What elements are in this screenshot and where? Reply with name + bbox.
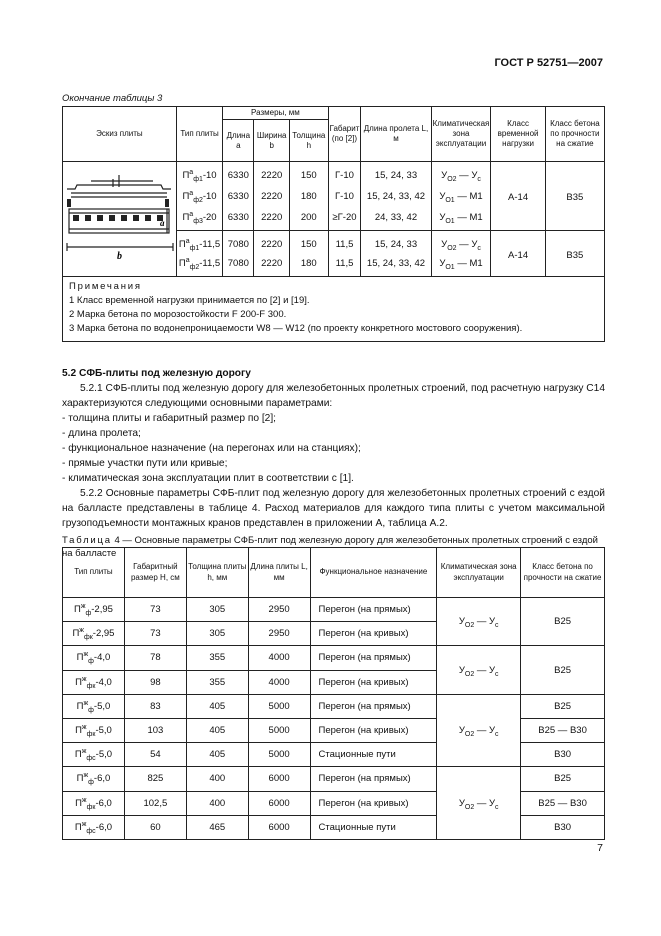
type-cell <box>63 598 125 622</box>
cell-gab: 825 <box>124 767 186 791</box>
cell-thickness: 465 <box>186 815 248 839</box>
load-cell: А-14 <box>491 231 545 277</box>
col-thickness: Толщина h <box>289 120 328 162</box>
type-suffix: -6,0 <box>95 821 113 833</box>
cell-length: 5000 <box>248 718 310 742</box>
type-suffix: -2,95 <box>91 604 113 616</box>
climate-dash: — <box>454 212 470 224</box>
type-sup: а <box>185 237 190 245</box>
type-sub: ф <box>88 779 94 787</box>
type-suffix: -11,5 <box>199 238 221 250</box>
climate-letter: У <box>489 664 496 676</box>
col-width: Ширина b <box>254 120 290 162</box>
cell-gab: ≥Г-20 <box>328 208 361 231</box>
climate-dash: — <box>454 258 470 270</box>
type-cell <box>176 185 222 208</box>
cell-purpose: Перегон (на прямых) <box>310 767 437 791</box>
paragraph-5-2-1: 5.2.1 СФБ-плиты под железную дорогу для железобетонных пролетных строений, под расчетную нагрузку С14 характеризуются следующими основными параметрами: <box>62 383 605 409</box>
cell-gab: 11,5 <box>328 231 361 254</box>
concrete-cell: В25 <box>521 598 605 646</box>
cell-length: 2950 <box>248 622 310 646</box>
climate-sub: О2 <box>464 622 475 630</box>
cell-length: 6000 <box>248 791 310 815</box>
cell-length: 4000 <box>248 670 310 694</box>
section-5-2 <box>62 366 605 560</box>
type-sup: ж <box>80 602 86 610</box>
climate-sub: О2 <box>464 730 475 738</box>
climate-sub: с <box>495 803 499 811</box>
cell-purpose: Стационные пути <box>310 815 437 839</box>
type-sub: ф <box>88 706 94 714</box>
col-sketch: Эскиз плиты <box>63 107 177 162</box>
cell-length: 2950 <box>248 598 310 622</box>
col-gab: Габаритный размер H, см <box>124 548 186 598</box>
document-code: ГОСТ Р 52751—2007 <box>494 57 603 69</box>
type-letter: П <box>75 797 82 809</box>
type-suffix: -10 <box>202 190 217 202</box>
type-sup: ж <box>81 723 87 731</box>
type-sub: фк <box>83 634 93 642</box>
type-letter: П <box>72 628 80 640</box>
col-concrete: Класс бетона по прочности на сжатие <box>521 548 605 598</box>
section-title: 5.2 СФБ-плиты под железную дорогу <box>62 368 251 379</box>
type-sup: ж <box>83 772 89 780</box>
col-thickness: Толщина плиты h, мм <box>186 548 248 598</box>
climate-cell <box>437 694 521 767</box>
type-cell <box>63 767 125 791</box>
cell-h: 180 <box>289 185 328 208</box>
cell-b: 2220 <box>254 162 290 185</box>
page-number: 7 <box>597 842 603 854</box>
table-row <box>63 743 605 767</box>
col-concrete: Класс бетона по прочности на сжатие <box>545 107 604 162</box>
cell-length: 5000 <box>248 694 310 718</box>
type-cell <box>63 815 125 839</box>
sketch-label-b: b <box>117 250 123 262</box>
caption-text: 4 — Основные параметры СФБ-плит под железную дорогу для железобетонных пролетных строений с ездой на балласте <box>62 535 598 559</box>
paragraph-5-2-2: 5.2.2 Основные параметры СФБ-плит под железную дорогу для железобетонных пролетных строений с ездой на балласте представлены в таблице 4. Расход материалов для каждого типа плиты с учетом максимальной грузоподъемности монтажных кранов представлен в приложении А, таблица А.2. <box>62 488 605 529</box>
table-row <box>63 718 605 742</box>
caption-lead: Таблица <box>62 535 112 546</box>
cell-gab: 102,5 <box>124 791 186 815</box>
sketch-cell <box>63 162 177 277</box>
type-letter: П <box>74 749 82 761</box>
cell-a: 6330 <box>223 162 254 185</box>
concrete-cell: В30 <box>521 815 605 839</box>
cell-thickness: 305 <box>186 622 248 646</box>
cell-span: 24, 33, 42 <box>361 208 431 231</box>
cell-gab: 98 <box>124 670 186 694</box>
climate-dash: — <box>474 664 489 676</box>
type-sup: ж <box>79 627 84 635</box>
cell-length: 5000 <box>248 743 310 767</box>
climate-cell <box>431 231 491 254</box>
climate-letter: У <box>458 616 465 628</box>
table-4 <box>62 547 605 840</box>
type-sup: ж <box>81 675 87 683</box>
type-sup: а <box>189 189 194 197</box>
cell-thickness: 405 <box>186 743 248 767</box>
cell-thickness: 405 <box>186 694 248 718</box>
climate-cell <box>437 646 521 694</box>
cell-gab: Г-10 <box>328 162 361 185</box>
concrete-cell: В25 <box>521 646 605 694</box>
climate-letter: М1 <box>469 190 483 202</box>
climate-cell <box>431 254 491 277</box>
cell-thickness: 355 <box>186 670 248 694</box>
cell-a: 6330 <box>223 208 254 231</box>
cell-h: 150 <box>289 231 328 254</box>
cell-gab: 103 <box>124 718 186 742</box>
climate-sub: О2 <box>447 244 457 252</box>
cell-thickness: 405 <box>186 718 248 742</box>
cell-purpose: Перегон (на кривых) <box>310 718 437 742</box>
cell-thickness: 305 <box>186 598 248 622</box>
type-cell <box>63 743 125 767</box>
cell-purpose: Перегон (на кривых) <box>310 622 437 646</box>
col-load: Класс временной нагрузки <box>491 107 545 162</box>
cell-span: 15, 24, 33, 42 <box>361 185 431 208</box>
concrete-cell: В25 — В30 <box>521 791 605 815</box>
cell-b: 2220 <box>254 208 290 231</box>
type-sub: ф3 <box>193 218 203 226</box>
type-sub: ф <box>85 609 92 617</box>
cell-gab: 83 <box>124 694 186 718</box>
type-letter: П <box>76 773 84 785</box>
concrete-cell: В25 — В30 <box>521 718 605 742</box>
climate-dash: — <box>456 238 472 250</box>
type-cell <box>176 254 222 277</box>
climate-cell <box>431 185 491 208</box>
climate-sub: О2 <box>464 803 475 811</box>
cell-h: 180 <box>289 254 328 277</box>
note-item: 3 Марка бетона по водонепроницаемости W8 — W12 (по проекту конкретного мостового сооружения). <box>69 322 523 334</box>
type-sup: а <box>185 256 190 264</box>
type-suffix: -2,95 <box>92 628 115 640</box>
note-item: 2 Марка бетона по морозостойкости F 200-F 300. <box>69 308 287 320</box>
col-type: Тип плиты <box>176 107 222 162</box>
type-cell <box>63 622 125 646</box>
type-letter: П <box>73 604 81 616</box>
cell-gab: 54 <box>124 743 186 767</box>
type-suffix: -4,0 <box>93 652 111 664</box>
type-letter: П <box>182 212 190 224</box>
type-suffix: -5,0 <box>93 700 111 712</box>
type-sub: ф1 <box>193 175 203 183</box>
concrete-cell: В25 <box>521 767 605 791</box>
type-cell <box>63 646 125 670</box>
cell-purpose: Перегон (на прямых) <box>310 646 437 670</box>
climate-letter: У <box>458 664 465 676</box>
type-sub: ф1 <box>189 244 200 252</box>
climate-sub: с <box>495 622 499 630</box>
climate-sub: О1 <box>445 264 455 272</box>
cell-gab: 78 <box>124 646 186 670</box>
cell-a: 7080 <box>223 254 254 277</box>
load-cell: А-14 <box>491 162 545 231</box>
col-dims: Размеры, мм <box>223 107 328 120</box>
table-3 <box>62 106 605 342</box>
type-suffix: -10 <box>202 169 217 181</box>
notes-title: Примечания <box>69 281 142 293</box>
type-sup: ж <box>81 820 87 828</box>
type-cell <box>63 791 125 815</box>
cell-b: 2220 <box>254 254 290 277</box>
type-sup: а <box>189 168 194 176</box>
type-sub: ф2 <box>193 196 203 204</box>
climate-letter: М1 <box>469 212 483 224</box>
cell-h: 150 <box>289 162 328 185</box>
col-climate: Климатическая зона эксплуатации <box>437 548 521 598</box>
type-letter: П <box>182 190 190 202</box>
type-sub: ф <box>88 658 94 666</box>
type-letter: П <box>76 652 84 664</box>
climate-letter: У <box>489 616 496 628</box>
climate-dash: — <box>474 616 489 628</box>
list-item: - функциональное назначение (на перегонах или на станциях); <box>62 443 361 454</box>
type-sub: фк <box>86 682 96 690</box>
climate-letter: У <box>458 797 465 809</box>
type-sup: ж <box>83 699 89 707</box>
cell-gab: 11,5 <box>328 254 361 277</box>
climate-dash: — <box>474 725 489 737</box>
concrete-cell: В35 <box>545 162 604 231</box>
type-sub: фс <box>86 827 96 835</box>
col-length: Длина плиты L, мм <box>248 548 310 598</box>
concrete-cell: В25 <box>521 694 605 718</box>
type-sub: ф2 <box>189 264 200 272</box>
note-item: 1 Класс временной нагрузки принимается по [2] и [19]. <box>69 295 310 307</box>
cell-span: 15, 24, 33, 42 <box>361 254 431 277</box>
type-cell <box>63 694 125 718</box>
concrete-cell: В30 <box>521 743 605 767</box>
cell-purpose: Перегон (на прямых) <box>310 598 437 622</box>
cell-span: 15, 24, 33 <box>361 231 431 254</box>
type-suffix: -6,0 <box>93 773 111 785</box>
type-suffix: -5,0 <box>95 749 113 761</box>
cell-h: 200 <box>289 208 328 231</box>
climate-dash: — <box>454 190 470 202</box>
cell-thickness: 355 <box>186 646 248 670</box>
concrete-cell: В35 <box>545 231 604 277</box>
cell-gab: Г-10 <box>328 185 361 208</box>
climate-sub: с <box>495 730 499 738</box>
climate-sub: О1 <box>445 218 455 226</box>
type-sup: ж <box>81 796 87 804</box>
col-length: Длина a <box>223 120 254 162</box>
cell-thickness: 400 <box>186 767 248 791</box>
table3-caption: Окончание таблицы 3 <box>62 93 163 104</box>
type-letter: П <box>178 258 186 270</box>
climate-letter: У <box>441 238 448 250</box>
climate-cell <box>431 162 491 185</box>
type-cell <box>176 231 222 254</box>
col-gab: Габарит (по [2]) <box>328 107 361 162</box>
climate-letter: У <box>458 725 465 737</box>
slab-sketch-icon <box>63 169 175 267</box>
type-sub: фк <box>86 730 96 738</box>
type-suffix: -11,5 <box>199 258 221 270</box>
type-sup: а <box>189 210 194 218</box>
climate-letter: У <box>471 238 478 250</box>
table3-notes <box>63 277 605 342</box>
list-item: - климатическая зона эксплуатации плит в соответствии с [1]. <box>62 473 354 484</box>
cell-length: 4000 <box>248 646 310 670</box>
type-letter: П <box>178 238 186 250</box>
climate-dash: — <box>456 169 472 181</box>
cell-purpose: Перегон (на кривых) <box>310 670 437 694</box>
table-row <box>63 646 605 670</box>
cell-gab: 73 <box>124 598 186 622</box>
table-row <box>63 162 605 185</box>
type-cell <box>63 670 125 694</box>
type-letter: П <box>75 725 82 737</box>
type-letter: П <box>76 700 84 712</box>
table-row <box>63 815 605 839</box>
col-type: Тип плиты <box>63 548 125 598</box>
climate-letter: М1 <box>469 258 483 270</box>
col-climate: Климатическая зона эксплуатации <box>431 107 491 162</box>
list-item: - толщина плиты и габаритный размер по [2]; <box>62 413 276 424</box>
cell-b: 2220 <box>254 185 290 208</box>
type-suffix: -4,0 <box>95 676 112 688</box>
col-purpose: Функциональное назначение <box>310 548 437 598</box>
type-sub: фк <box>86 803 96 811</box>
list-item: - прямые участки пути или кривые; <box>62 458 228 469</box>
climate-sub: с <box>477 244 481 252</box>
type-cell <box>176 162 222 185</box>
cell-span: 15, 24, 33 <box>361 162 431 185</box>
climate-letter: У <box>441 169 448 181</box>
cell-purpose: Перегон (на кривых) <box>310 791 437 815</box>
climate-letter: У <box>439 212 446 224</box>
sketch-label-a: a <box>160 217 165 228</box>
cell-a: 7080 <box>223 231 254 254</box>
cell-gab: 60 <box>124 815 186 839</box>
type-suffix: -6,0 <box>95 797 112 809</box>
climate-cell <box>437 767 521 840</box>
cell-gab: 73 <box>124 622 186 646</box>
cell-length: 6000 <box>248 767 310 791</box>
climate-letter: У <box>471 169 478 181</box>
type-suffix: -20 <box>202 212 217 224</box>
cell-purpose: Перегон (на прямых) <box>310 694 437 718</box>
climate-dash: — <box>474 797 489 809</box>
table-row <box>63 694 605 718</box>
climate-sub: О2 <box>447 175 457 183</box>
cell-thickness: 400 <box>186 791 248 815</box>
col-span: Длина пролета L, м <box>361 107 431 162</box>
cell-b: 2220 <box>254 231 290 254</box>
list-item: - длина пролета; <box>62 428 141 439</box>
cell-purpose: Стационные пути <box>310 743 437 767</box>
cell-length: 6000 <box>248 815 310 839</box>
climate-sub: с <box>477 175 481 183</box>
climate-letter: У <box>439 258 446 270</box>
type-cell <box>63 718 125 742</box>
cell-a: 6330 <box>223 185 254 208</box>
table-row <box>63 598 605 622</box>
table-row <box>63 791 605 815</box>
type-letter: П <box>75 676 82 688</box>
type-letter: П <box>74 821 82 833</box>
type-sup: ж <box>83 651 89 659</box>
climate-letter: У <box>489 797 496 809</box>
table-row <box>63 767 605 791</box>
climate-cell <box>437 598 521 646</box>
type-suffix: -5,0 <box>95 725 112 737</box>
climate-cell <box>431 208 491 231</box>
type-sub: фс <box>86 755 96 763</box>
climate-letter: У <box>489 725 496 737</box>
type-sup: ж <box>81 748 87 756</box>
climate-sub: О1 <box>445 196 455 204</box>
climate-sub: с <box>495 670 499 678</box>
type-letter: П <box>182 169 190 181</box>
climate-letter: У <box>439 190 446 202</box>
climate-sub: О2 <box>464 670 475 678</box>
type-cell <box>176 208 222 231</box>
